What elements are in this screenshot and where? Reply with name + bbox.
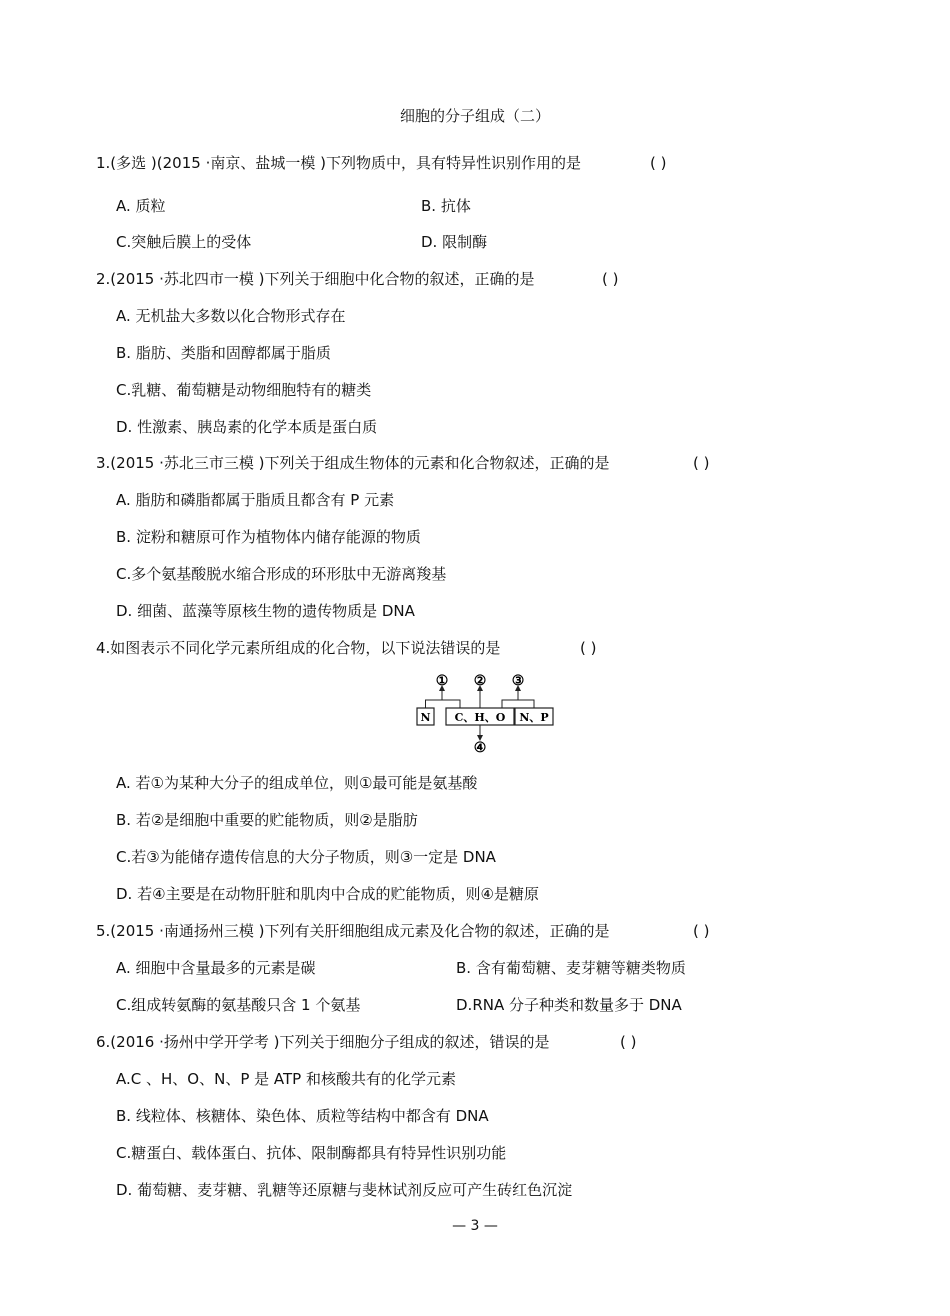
question-5-option-d: D.RNA 分子种类和数量多于 DNA	[456, 996, 682, 1014]
question-5-answer-paren: ( )	[693, 922, 710, 940]
question-1-option-a: A. 质粒	[116, 197, 166, 215]
page-title: 细胞的分子组成（二）	[399, 107, 550, 125]
label-circle-2: ②	[473, 673, 487, 689]
question-4-option-a: A. 若①为某种大分子的组成单位，则①最可能是氨基酸	[116, 774, 478, 792]
question-5-option-c: C.组成转氨酶的氨基酸只含 1 个氨基	[116, 996, 361, 1014]
question-6-option-a: A.C 、H、O、N、P 是 ATP 和核酸共有的化学元素	[116, 1070, 456, 1088]
question-2-option-a: A. 无机盐大多数以化合物形式存在	[116, 307, 346, 325]
question-5-option-b: B. 含有葡萄糖、麦芽糖等糖类物质	[456, 959, 686, 977]
label-circle-1: ①	[435, 673, 449, 689]
question-3-option-a: A. 脂肪和磷脂都属于脂质且都含有 P 元素	[116, 491, 395, 509]
question-6-option-d: D. 葡萄糖、麦芽糖、乳糖等还原糖与斐林试剂反应可产生砖红色沉淀	[116, 1181, 573, 1199]
connector-1	[426, 700, 461, 708]
question-3-stem: 3.(2015 ·苏北三市三模 )下列关于组成生物体的元素和化合物叙述，正确的是	[96, 454, 610, 472]
question-5-option-a: A. 细胞中含量最多的元素是碳	[116, 959, 316, 977]
question-3-option-b: B. 淀粉和糖原可作为植物体内储存能源的物质	[116, 528, 421, 546]
box-label-np: N、P	[519, 711, 549, 724]
page-number: — 3 —	[452, 1218, 498, 1234]
stem-text: 1.(多选 )(2015 ·南京、盐城一模 )下列物质中，具有特异性识别作用的是	[96, 154, 581, 172]
box-label-cho: C、H、O	[454, 711, 506, 724]
question-1-option-d: D. 限制酶	[421, 233, 488, 251]
question-2-stem: 2.(2015 ·苏北四市一模 )下列关于细胞中化合物的叙述，正确的是	[96, 270, 535, 288]
question-2-answer-paren: ( )	[602, 270, 619, 288]
question-6-option-b: B. 线粒体、核糖体、染色体、质粒等结构中都含有 DNA	[116, 1107, 489, 1125]
question-2-option-b: B. 脂肪、类脂和固醇都属于脂质	[116, 344, 331, 362]
question-2-option-d: D. 性激素、胰岛素的化学本质是蛋白质	[116, 418, 378, 436]
question-4-option-c: C.若③为能储存遗传信息的大分子物质，则③一定是 DNA	[116, 848, 496, 866]
question-4-option-d: D. 若④主要是在动物肝脏和肌肉中合成的贮能物质，则④是糖原	[116, 885, 539, 903]
question-6-answer-paren: ( )	[620, 1033, 637, 1051]
question-1-answer-paren: ( )	[650, 154, 667, 172]
label-circle-3: ③	[511, 673, 525, 689]
element-compound-diagram	[410, 668, 560, 758]
question-5-stem: 5.(2015 ·南通扬州三模 )下列有关肝细胞组成元素及化合物的叙述，正确的是	[96, 922, 610, 940]
question-3-option-c: C.多个氨基酸脱水缩合形成的环形肽中无游离羧基	[116, 565, 447, 583]
question-1-option-b: B. 抗体	[421, 197, 471, 215]
question-2-option-c: C.乳糖、葡萄糖是动物细胞特有的糖类	[116, 381, 372, 399]
question-6-option-c: C.糖蛋白、载体蛋白、抗体、限制酶都具有特异性识别功能	[116, 1144, 507, 1162]
question-3-option-d: D. 细菌、蓝藻等原核生物的遗传物质是 DNA	[116, 602, 415, 620]
question-4-option-b: B. 若②是细胞中重要的贮能物质，则②是脂肪	[116, 811, 418, 829]
question-1-option-c: C.突触后膜上的受体	[116, 233, 252, 251]
question-4-answer-paren: ( )	[580, 639, 597, 657]
question-4-stem: 4.如图表示不同化学元素所组成的化合物，以下说法错误的是	[96, 639, 501, 657]
question-3-answer-paren: ( )	[693, 454, 710, 472]
question-6-stem: 6.(2016 ·扬州中学开学考 )下列关于细胞分子组成的叙述，错误的是	[96, 1033, 550, 1051]
box-label-n: N	[420, 711, 431, 724]
connector-3	[502, 700, 534, 708]
label-circle-4: ④	[473, 740, 487, 756]
question-1-stem	[96, 153, 581, 173]
